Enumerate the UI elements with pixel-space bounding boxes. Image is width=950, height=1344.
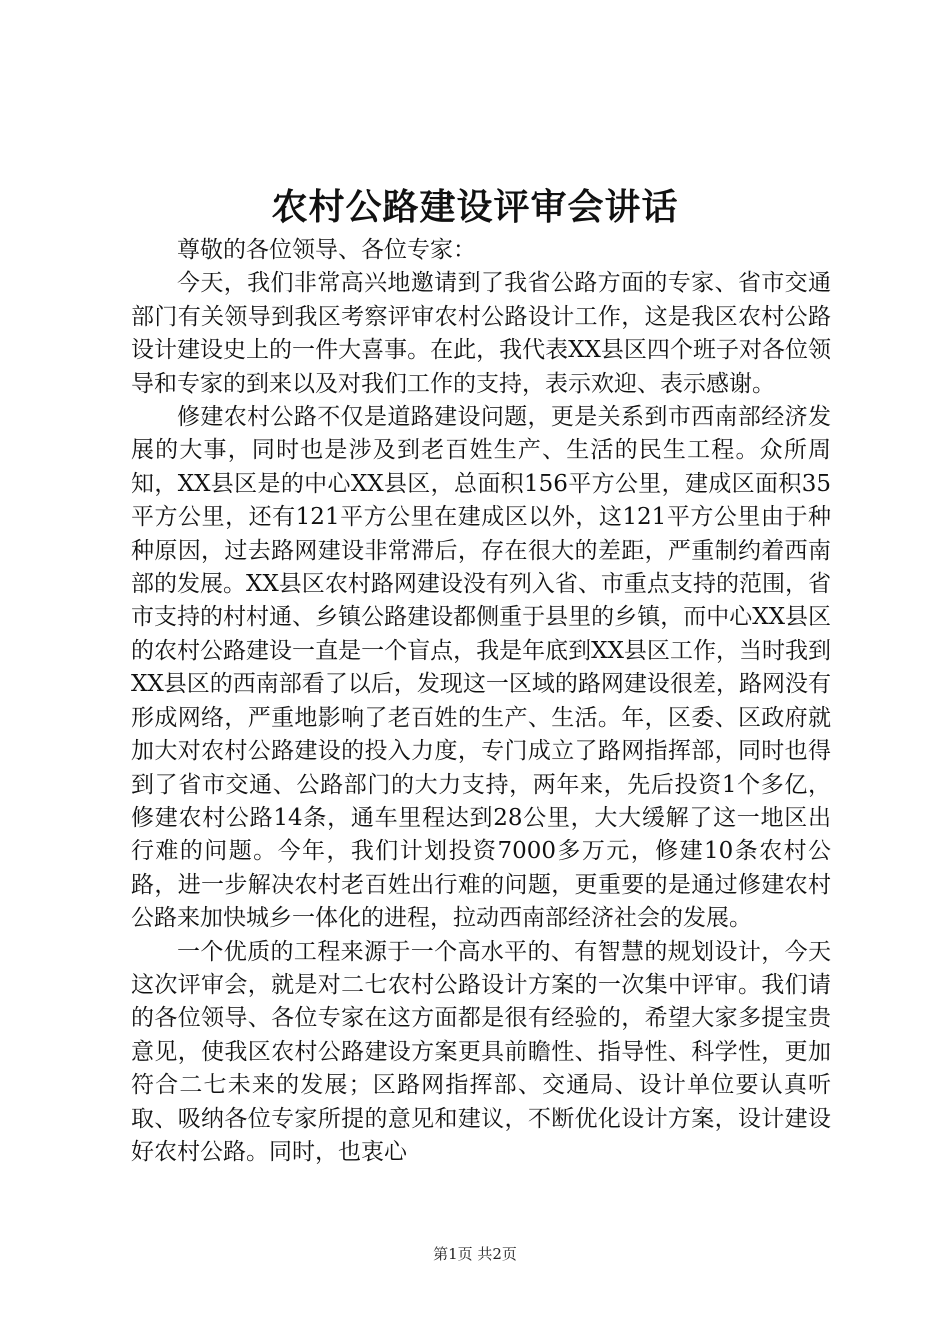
body-paragraph: 修建农村公路不仅是道路建设问题，更是关系到市西南部经济发展的大事，同时也是涉及到老百姓生产、生活的民生工程。众所周知，XX县区是的中心XX县区，总面积156平方公里，建成区面积35平方公里，还有121平方公里在建成区以外，这121平方公里由于种种原因，过去路网建设非常滞后，存在很大的差距，严重制约着西南部的发展。XX县区农村路网建设没有列入省、市重点支持的范围，省市支持的村村通、乡镇公路建设都侧重于县里的乡镇，而中心XX县区的农村公路建设一直是一个盲点，我是年底到XX县区工作，当时我到XX县区的西南部看了以后，发现这一区域的路网建设很差，路网没有形成网络，严重地影响了老百姓的生产、生活。年，区委、区政府就加大对农村公路建设的投入力度，专门成立了路网指挥部，同时也得到了省市交通、公路部门的大力支持，两年来，先后投资1个多亿，修建农村公路14条，通车里程达到28公里，大大缓解了这一地区出行难的问题。今年，我们计划投资7000多万元，修建10条农村公路，进一步解决农村老百姓出行难的问题，更重要的是通过修建农村公路来加快城乡一体化的进程，拉动西南部经济社会的发展。 — [131, 404, 831, 932]
body-paragraph: 今天，我们非常高兴地邀请到了我省公路方面的专家、省市交通部门有关领导到我区考察评审农村公路设计工作，这是我区农村公路设计建设史上的一件大喜事。在此，我代表XX县区四个班子对各位领导和专家的到来以及对我们工作的支持，表示欢迎、表示感谢。 — [131, 270, 831, 397]
body-paragraph: 一个优质的工程来源于一个高水平的、有智慧的规划设计，今天这次评审会，就是对二七农村公路设计方案的一次集中评审。我们请的各位领导、各位专家在这方面都是很有经验的，希望大家多提宝贵意见，使我区农村公路建设方案更具前瞻性、指导性、科学性，更加符合二七未来的发展；区路网指挥部、交通局、设计单位要认真听取、吸纳各位专家所提的意见和建议，不断优化设计方案，设计建设好农村公路。同时，也衷心 — [131, 938, 831, 1165]
page-footer — [0, 1244, 950, 1264]
document-body — [131, 234, 831, 1169]
page-number-indicator: 第1页 共2页 — [433, 1245, 517, 1263]
greeting-paragraph: 尊敬的各位领导、各位专家： — [177, 237, 476, 263]
document-title: 农村公路建设评审会讲话 — [271, 186, 679, 228]
